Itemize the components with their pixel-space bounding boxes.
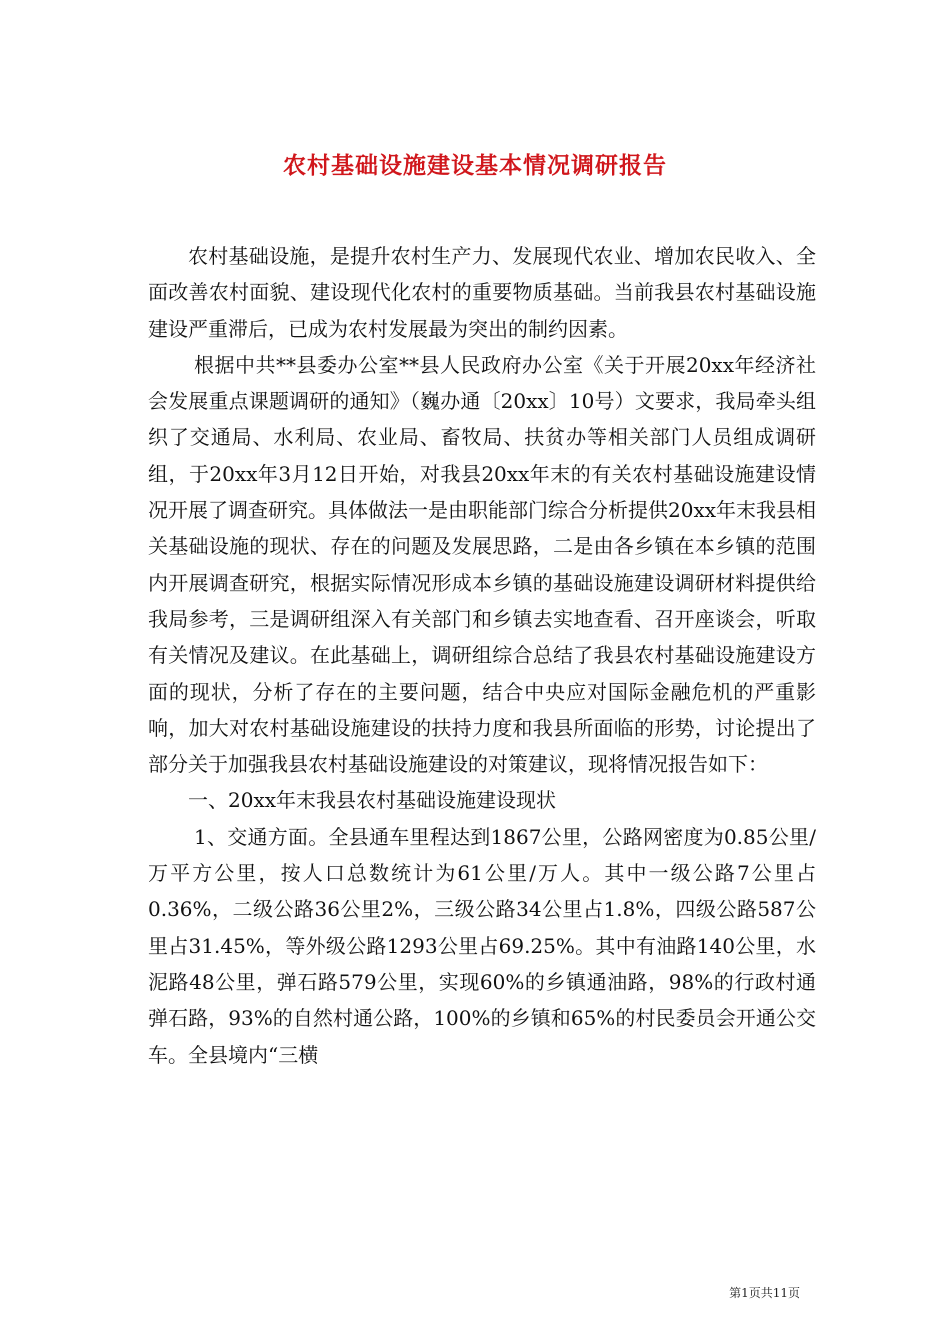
paragraph-transport: 1、交通方面。全县通车里程达到1867公里，公路网密度为0.85公里/万平方公里，按人口总数统计为61公里/万人。其中一级公路7公里占0.36%，二级公路36公里2%，三级公路34公里占1.8%，四级公路587公里占31.45%，等外级公路1293公里占69.25%。其中有油路140公里，水泥路48公里，弹石路579公里，实现60%的乡镇通油路，98%的行政村通弹石路，93%的自然村通公路，100%的乡镇和65%的村民委员会开通公交车。全县境内“三横 xyxy=(148,824,816,1067)
paragraph-method: 根据中共**县委办公室**县人民政府办公室《关于开展20xx年经济社会发展重点课题调研的通知》（巍办通〔20xx〕10号）文要求，我局牵头组织了交通局、水利局、农业局、畜牧局、扶贫办等相关部门人员组成调研组，于20xx年3月12日开始，对我县20xx年末的有关农村基础设施建设情况开展了调查研究。具体做法一是由职能部门综合分析提供20xx年末我县相关基础设施的现状、存在的问题及发展思路，二是由各乡镇在本乡镇的范围内开展调查研究，根据实际情况形成本乡镇的基础设施建设调研材料提供给我局参考，三是调研组深入有关部门和乡镇去实地查看、召开座谈会，听取有关情况及建议。在此基础上，调研组综合总结了我县农村基础设施建设方面的现状，分析了存在的主要问题，结合中央应对国际金融危机的严重影响，加大对农村基础设施建设的扶持力度和我县所面临的形势，讨论提出了部分关于加强我县农村基础设施建设的对策建议，现将情况报告如下： xyxy=(148,352,817,777)
section-heading: 一、20xx年末我县农村基础设施建设现状 xyxy=(188,788,557,813)
document-title: 农村基础设施建设基本情况调研报告 xyxy=(283,152,667,180)
paragraph-intro: 农村基础设施，是提升农村生产力、发展现代农业、增加农民收入、全面改善农村面貌、建设现代化农村的重要物质基础。当前我县农村基础设施建设严重滞后，已成为农村发展最为突出的制约因素。 xyxy=(148,244,816,341)
document-body xyxy=(148,238,816,1073)
page-number: 第1页共11页 xyxy=(729,1286,800,1300)
